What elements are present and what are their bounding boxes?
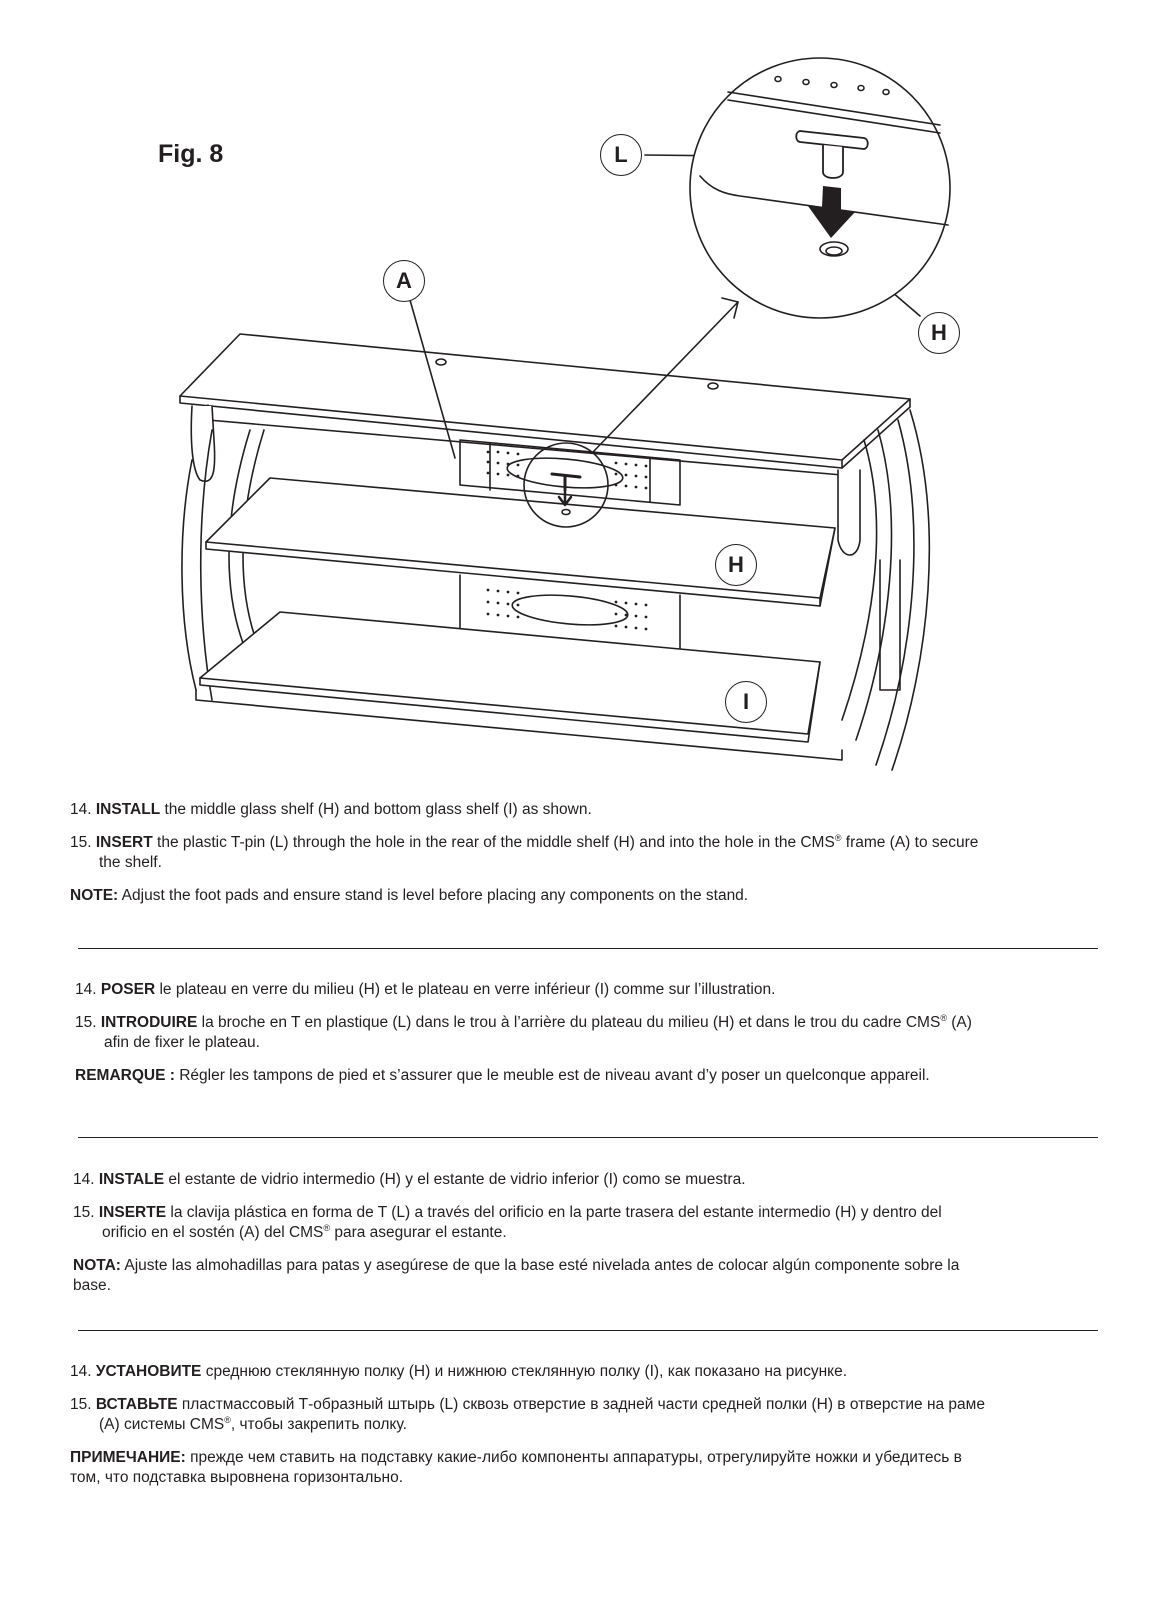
tv-stand-drawing — [0, 0, 1164, 780]
note-russian: ПРИМЕЧАНИЕ: прежде чем ставить на подставку какие-либо компоненты аппаратуры, отрегулируйте ножки и убедитесь в том, что подставка выровнена горизонтально. — [70, 1449, 962, 1486]
note-english: NOTE: Adjust the foot pads and ensure stand is level before placing any components on the stand. — [70, 887, 749, 904]
callout-a: A — [383, 260, 425, 302]
callout-i-shelf: I — [725, 681, 767, 723]
step-15-english: 15. INSERT the plastic T-pin (L) through the hole in the rear of the middle shelf (H) and into the hole in the CMS® frame (A) to secure the shelf. — [70, 832, 979, 871]
step-15-french: 15. INTRODUIRE la broche en T en plastique (L) dans le trou à l’arrière du plateau du milieu (H) et dans le trou du cadre CMS® (A) afin de fixer le plateau. — [75, 1012, 972, 1051]
note-french: REMARQUE : Régler les tampons de pied et s’assurer que le meuble est de niveau avant d’y poser un quelconque appareil. — [75, 1067, 930, 1084]
callout-h-shelf: H — [715, 544, 757, 586]
step-15-spanish: 15. INSERTE la clavija plástica en forma de T (L) a través del orificio en la parte trasera del estante intermedio (H) y dentro del orificio en el sostén (A) del CMS® para asegurar el estante. — [73, 1204, 942, 1241]
divider — [78, 948, 1098, 949]
figure-title: Fig. 8 — [158, 140, 224, 168]
step-15-verb: INSERT — [95, 834, 153, 851]
divider — [78, 1330, 1098, 1331]
step-14-spanish: 14. INSTALE el estante de vidrio intermedio (H) y el estante de vidrio inferior (I) como se muestra. — [73, 1171, 746, 1188]
step-14-english: 14. INSTALL the middle glass shelf (H) and bottom glass shelf (I) as shown. — [70, 801, 592, 818]
section-spanish — [73, 1170, 1113, 1296]
assembly-figure — [0, 0, 1164, 780]
note-spanish: NOTA: Ajuste las almohadillas para patas y asegúrese de que la base esté nivelada antes de colocar algún componente sobre la base. — [73, 1257, 960, 1294]
section-english — [70, 800, 1110, 906]
step-14-french: 14. POSER le plateau en verre du milieu (H) et le plateau en verre inférieur (I) comme sur l’illustration. — [75, 981, 776, 998]
step-15-russian: 15. ВСТАВЬТЕ пластмассовый Т-образный штырь (L) сквозь отверстие в задней части средней полки (H) в отверстие на раме (A) системы CMS®, чтобы закрепить полку. — [70, 1396, 985, 1433]
callout-h-detail: H — [918, 312, 960, 354]
step-14-verb: INSTALL — [95, 801, 161, 818]
section-russian — [70, 1362, 1120, 1488]
step-14-russian: 14. УСТАНОВИТЕ среднюю стеклянную полку (H) и нижнюю стеклянную полку (I), как показано на рисунке. — [70, 1363, 848, 1380]
divider — [78, 1137, 1098, 1138]
callout-l: L — [600, 134, 642, 176]
section-french — [75, 980, 1115, 1086]
